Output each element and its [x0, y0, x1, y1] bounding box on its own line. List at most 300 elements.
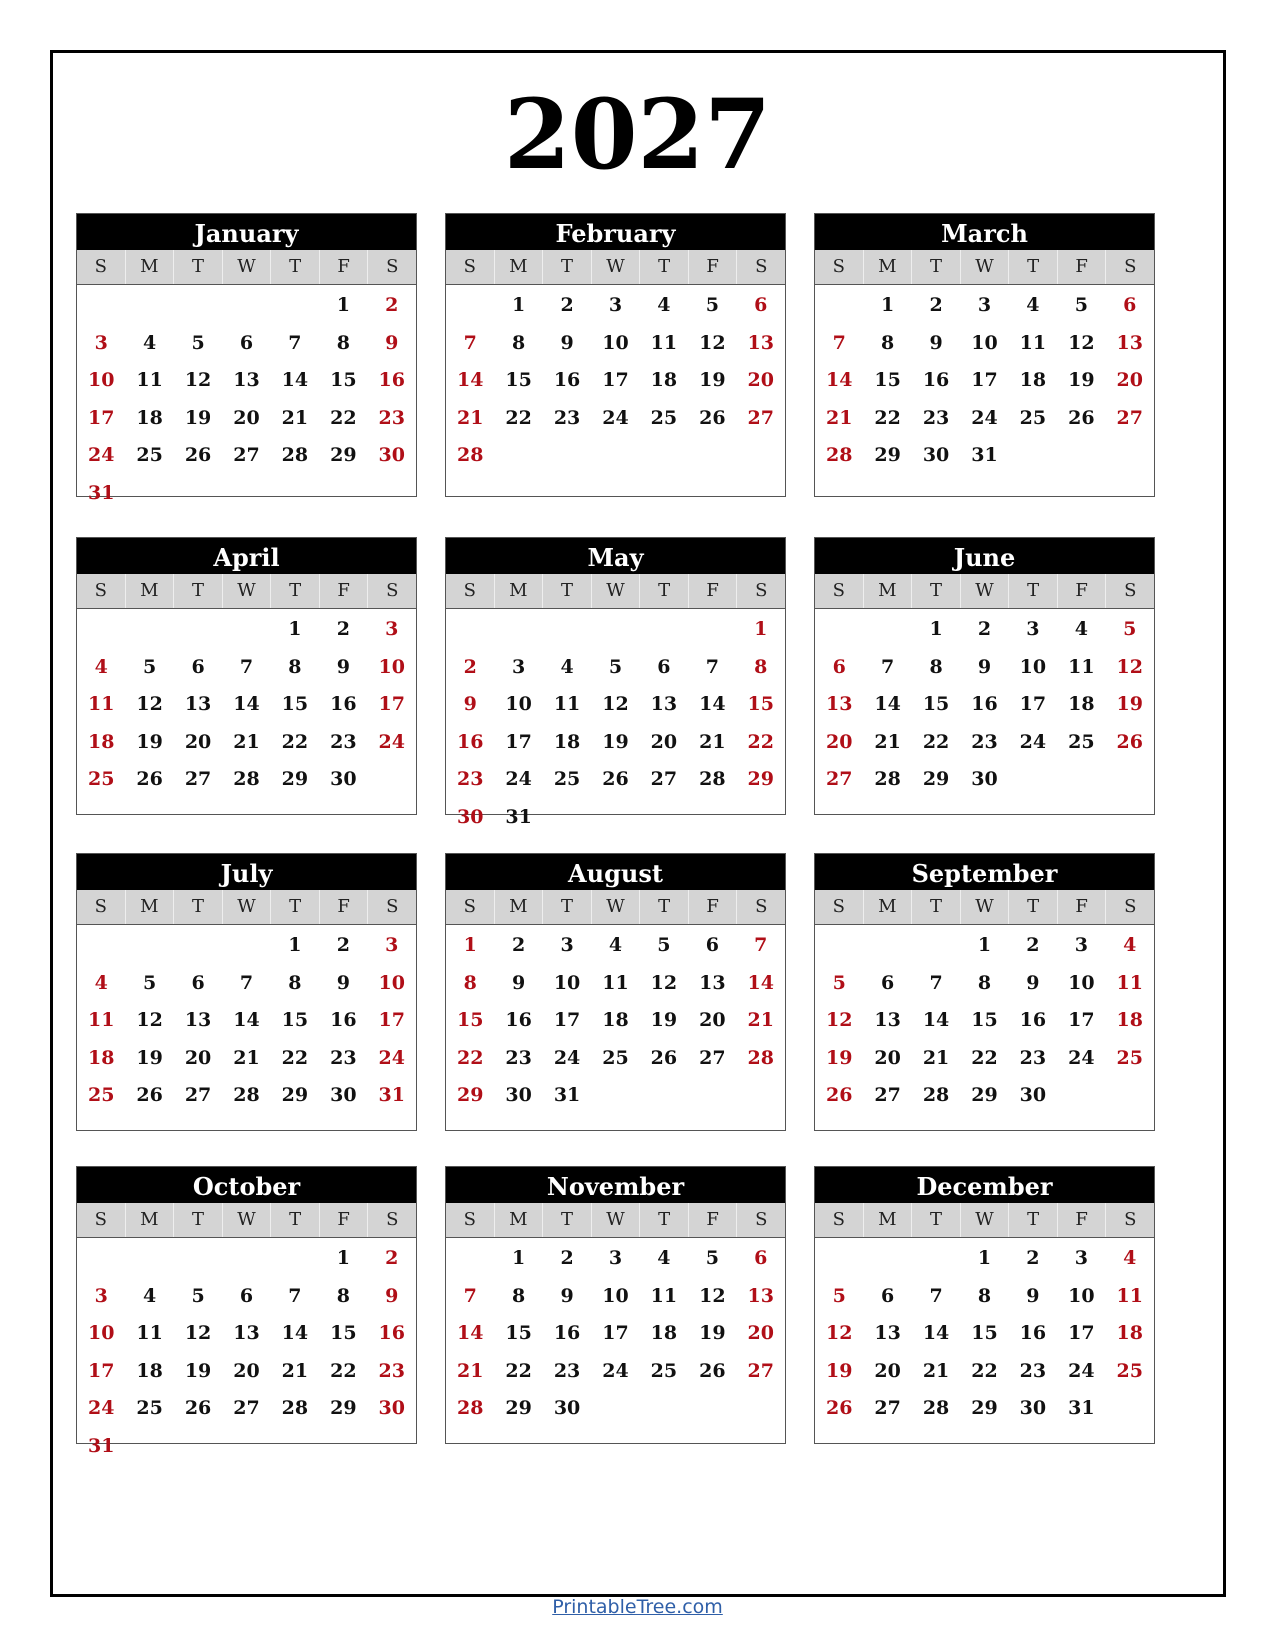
day-cell: 20	[233, 406, 260, 429]
empty-day-cell	[688, 437, 736, 475]
day-cell: 17	[602, 369, 629, 391]
day-cell: 22	[505, 1359, 532, 1382]
day-cell: 20	[184, 730, 212, 753]
empty-day-cell	[125, 927, 173, 965]
day-cell: 8	[512, 1284, 526, 1307]
week-row	[446, 611, 785, 649]
day-cell: 4	[1123, 1247, 1137, 1269]
day-cell: 3	[608, 1247, 623, 1269]
empty-day-cell	[174, 287, 222, 325]
empty-day-cell	[271, 287, 319, 325]
day-cell: 18	[136, 406, 163, 429]
day-cell: 29	[281, 768, 309, 790]
day-cell: 11	[1019, 331, 1047, 354]
day-cell: 25	[87, 1084, 115, 1106]
weekday-header-row	[446, 1203, 785, 1238]
day-cell: 7	[288, 1284, 302, 1307]
week-row	[815, 1315, 1154, 1353]
day-cell: 18	[87, 1046, 115, 1069]
day-cell: 7	[239, 971, 254, 994]
day-cell: 11	[136, 369, 163, 391]
empty-day-cell	[174, 927, 222, 965]
day-cell: 21	[825, 406, 853, 429]
weekday-header: W	[223, 574, 272, 608]
weekday-header: S	[815, 890, 864, 924]
day-cell: 10	[87, 369, 115, 391]
day-cell: 3	[1074, 934, 1088, 956]
day-cell: 5	[657, 934, 671, 956]
day-cell: 3	[560, 934, 574, 956]
week-row	[815, 400, 1154, 438]
empty-day-cell	[640, 1390, 688, 1428]
day-cell: 5	[1123, 618, 1137, 640]
day-cell: 26	[184, 444, 212, 466]
day-cell: 30	[456, 805, 484, 828]
weekday-header: F	[689, 1203, 738, 1237]
day-cell: 13	[747, 331, 774, 354]
day-cell: 28	[922, 1397, 950, 1419]
weekday-header: S	[446, 890, 495, 924]
day-cell: 6	[881, 1284, 895, 1307]
day-cell: 13	[650, 693, 678, 715]
day-cell: 2	[1026, 934, 1040, 956]
day-cell: 27	[233, 1397, 260, 1419]
day-cell: 1	[754, 618, 768, 640]
day-cell: 27	[874, 1397, 901, 1419]
day-cell: 12	[184, 1322, 212, 1344]
empty-day-cell	[77, 287, 125, 325]
day-cell: 1	[288, 934, 302, 956]
month-name: March	[815, 214, 1154, 250]
day-cell: 22	[330, 406, 357, 429]
day-cell: 15	[330, 1322, 357, 1344]
month-name: June	[815, 538, 1154, 574]
day-cell: 14	[747, 971, 774, 994]
day-grid	[815, 285, 1154, 475]
day-cell: 18	[1116, 1322, 1143, 1344]
empty-day-cell	[494, 437, 542, 475]
week-row	[446, 649, 785, 687]
day-cell: 21	[281, 1359, 309, 1382]
day-cell: 6	[1123, 294, 1137, 316]
weekday-header: M	[864, 574, 913, 608]
day-cell: 24	[87, 444, 115, 466]
day-cell: 13	[825, 693, 853, 715]
day-grid	[815, 1238, 1154, 1428]
day-grid	[446, 1238, 785, 1428]
day-cell: 16	[378, 1322, 405, 1344]
week-row	[77, 287, 416, 325]
empty-day-cell	[543, 799, 591, 837]
week-row	[77, 437, 416, 475]
empty-day-cell	[1106, 1390, 1154, 1428]
day-cell: 29	[747, 768, 774, 790]
day-cell: 18	[1068, 693, 1095, 715]
day-cell: 21	[456, 406, 484, 429]
weekday-header: W	[223, 890, 272, 924]
day-cell: 15	[922, 693, 950, 715]
day-cell: 15	[505, 369, 532, 391]
day-cell: 24	[378, 1046, 405, 1069]
day-cell: 2	[929, 294, 943, 316]
empty-day-cell	[912, 927, 960, 965]
day-cell: 25	[650, 1359, 678, 1382]
day-cell: 3	[385, 618, 399, 640]
month-name: May	[446, 538, 785, 574]
day-cell: 8	[754, 655, 768, 678]
day-cell: 14	[699, 693, 726, 715]
week-row	[77, 400, 416, 438]
day-cell: 6	[191, 971, 205, 994]
month-name: December	[815, 1167, 1154, 1203]
weekday-header: W	[961, 250, 1010, 284]
day-cell: 24	[602, 1359, 629, 1382]
weekday-header: S	[77, 890, 126, 924]
day-cell: 5	[191, 331, 205, 354]
weekday-header: S	[1124, 256, 1137, 277]
empty-day-cell	[737, 1077, 785, 1115]
weekday-header: S	[1124, 896, 1137, 917]
weekday-header: T	[271, 250, 320, 284]
day-cell: 23	[553, 1359, 581, 1382]
day-cell: 7	[288, 331, 302, 354]
day-cell: 28	[456, 1397, 484, 1419]
weekday-header: S	[386, 580, 399, 601]
day-cell: 31	[1068, 1397, 1095, 1419]
weekday-header-row	[77, 250, 416, 285]
day-cell: 5	[143, 655, 157, 678]
day-cell: 26	[136, 768, 163, 790]
weekday-header: W	[592, 890, 641, 924]
week-row	[446, 362, 785, 400]
day-cell: 17	[505, 730, 532, 753]
day-cell: 28	[874, 768, 901, 790]
weekday-header: T	[640, 574, 689, 608]
weekday-header: F	[689, 574, 738, 608]
day-cell: 30	[378, 1397, 405, 1419]
day-cell: 20	[233, 1359, 260, 1382]
empty-day-cell	[1009, 437, 1057, 475]
empty-day-cell	[912, 1240, 960, 1278]
day-cell: 12	[602, 693, 629, 715]
weekday-header: W	[223, 250, 272, 284]
day-cell: 13	[1116, 331, 1143, 354]
day-cell: 4	[560, 655, 574, 678]
empty-day-cell	[125, 287, 173, 325]
day-cell: 3	[385, 934, 399, 956]
weekday-header: T	[912, 890, 961, 924]
weekday-header: F	[320, 250, 369, 284]
empty-day-cell	[688, 1390, 736, 1428]
empty-day-cell	[815, 611, 863, 649]
empty-day-cell	[446, 287, 494, 325]
empty-day-cell	[640, 799, 688, 837]
day-cell: 18	[650, 369, 678, 391]
week-row	[815, 1002, 1154, 1040]
week-row	[77, 724, 416, 762]
day-cell: 15	[971, 1009, 998, 1031]
weekday-header: M	[126, 574, 175, 608]
empty-day-cell	[640, 437, 688, 475]
day-cell: 14	[922, 1009, 950, 1031]
day-cell: 22	[922, 730, 950, 753]
day-cell: 31	[87, 481, 115, 504]
day-cell: 22	[747, 730, 774, 753]
empty-day-cell	[591, 1390, 639, 1428]
day-cell: 31	[971, 444, 998, 466]
week-row	[815, 1390, 1154, 1428]
day-cell: 26	[650, 1046, 678, 1069]
weekday-header: M	[495, 250, 544, 284]
day-cell: 16	[1019, 1009, 1047, 1031]
month-name: July	[77, 854, 416, 890]
weekday-header: W	[961, 890, 1010, 924]
day-cell: 6	[881, 971, 895, 994]
day-cell: 15	[456, 1009, 484, 1031]
weekday-header: T	[543, 574, 592, 608]
weekday-header: M	[864, 250, 913, 284]
day-cell: 18	[553, 730, 581, 753]
day-cell: 30	[1019, 1397, 1047, 1419]
day-cell: 8	[977, 1284, 992, 1307]
weekday-header: T	[543, 890, 592, 924]
day-cell: 2	[385, 1247, 399, 1269]
day-grid	[77, 925, 416, 1115]
day-cell: 11	[136, 1322, 163, 1344]
empty-day-cell	[174, 1428, 222, 1466]
day-cell: 25	[553, 768, 581, 790]
day-cell: 27	[233, 444, 260, 466]
day-cell: 30	[505, 1084, 532, 1106]
day-cell: 28	[233, 1084, 260, 1106]
empty-day-cell	[446, 611, 494, 649]
week-row	[446, 1390, 785, 1428]
day-cell: 30	[922, 444, 950, 466]
weekday-header: S	[755, 896, 768, 917]
day-cell: 24	[971, 406, 998, 429]
week-row	[77, 927, 416, 965]
day-cell: 5	[608, 655, 623, 678]
week-row	[815, 1077, 1154, 1115]
day-cell: 31	[553, 1084, 581, 1106]
day-cell: 10	[553, 971, 581, 994]
day-cell: 30	[1019, 1084, 1047, 1106]
day-cell: 12	[699, 1284, 726, 1307]
weekday-header: T	[1009, 250, 1058, 284]
day-cell: 23	[505, 1046, 532, 1069]
day-cell: 11	[602, 971, 629, 994]
day-cell: 5	[191, 1284, 205, 1307]
day-cell: 27	[699, 1046, 726, 1069]
day-cell: 3	[1074, 1247, 1088, 1269]
empty-day-cell	[737, 437, 785, 475]
day-cell: 8	[929, 655, 943, 678]
day-cell: 19	[699, 369, 726, 391]
day-cell: 14	[825, 369, 853, 391]
day-cell: 9	[560, 331, 574, 354]
weekday-header: M	[495, 1203, 544, 1237]
day-cell: 31	[87, 1434, 115, 1457]
day-cell: 9	[1026, 1284, 1040, 1307]
weekday-header: F	[1058, 574, 1107, 608]
day-cell: 10	[602, 331, 629, 354]
day-cell: 1	[463, 934, 477, 956]
day-cell: 24	[1068, 1046, 1095, 1069]
day-cell: 17	[1019, 693, 1047, 715]
day-cell: 10	[505, 693, 532, 715]
day-cell: 3	[512, 655, 526, 678]
day-cell: 10	[602, 1284, 629, 1307]
day-cell: 24	[87, 1397, 115, 1419]
weekday-header: F	[320, 574, 369, 608]
weekday-header: S	[77, 1203, 126, 1237]
day-cell: 21	[747, 1009, 774, 1031]
day-cell: 22	[874, 406, 901, 429]
day-cell: 14	[874, 693, 901, 715]
footer-link[interactable]: PrintableTree.com	[552, 1596, 723, 1618]
empty-day-cell	[174, 1240, 222, 1278]
empty-day-cell	[1106, 437, 1154, 475]
week-row	[77, 649, 416, 687]
month-name: October	[77, 1167, 416, 1203]
empty-day-cell	[222, 611, 270, 649]
day-cell: 17	[378, 1009, 405, 1031]
day-cell: 19	[136, 1046, 163, 1069]
weekday-header: T	[271, 574, 320, 608]
day-cell: 21	[233, 1046, 260, 1069]
empty-day-cell	[688, 1077, 736, 1115]
week-row	[77, 611, 416, 649]
day-cell: 25	[136, 1397, 163, 1419]
weekday-header-row	[815, 250, 1154, 285]
week-row	[77, 1077, 416, 1115]
day-grid	[446, 925, 785, 1115]
day-cell: 7	[929, 1284, 943, 1307]
day-cell: 8	[463, 971, 477, 994]
week-row	[815, 287, 1154, 325]
day-cell: 17	[378, 693, 405, 715]
weekday-header: T	[640, 1203, 689, 1237]
day-cell: 23	[378, 406, 405, 429]
weekday-header: T	[912, 1203, 961, 1237]
day-cell: 7	[705, 655, 719, 678]
day-cell: 17	[1068, 1009, 1095, 1031]
day-cell: 19	[1068, 369, 1095, 391]
day-cell: 29	[456, 1084, 484, 1106]
day-cell: 25	[1019, 406, 1047, 429]
day-cell: 14	[281, 1322, 309, 1344]
day-cell: 27	[747, 406, 774, 429]
day-cell: 29	[922, 768, 950, 790]
day-cell: 29	[505, 1397, 532, 1419]
day-cell: 1	[336, 1247, 350, 1269]
day-cell: 13	[874, 1009, 901, 1031]
day-cell: 19	[650, 1009, 678, 1031]
day-cell: 12	[699, 331, 726, 354]
day-cell: 15	[874, 369, 901, 391]
day-cell: 4	[94, 971, 108, 994]
day-cell: 9	[385, 331, 399, 354]
day-cell: 20	[874, 1046, 901, 1069]
empty-day-cell	[494, 611, 542, 649]
empty-day-cell	[815, 927, 863, 965]
weekday-header: S	[1124, 580, 1137, 601]
weekday-header: W	[592, 1203, 641, 1237]
day-cell: 12	[1068, 331, 1095, 354]
weekday-header: T	[174, 1203, 223, 1237]
week-row	[77, 325, 416, 363]
day-cell: 2	[1026, 1247, 1040, 1269]
empty-day-cell	[174, 611, 222, 649]
day-cell: 30	[330, 1084, 357, 1106]
weekday-header: S	[446, 250, 495, 284]
day-cell: 1	[929, 618, 943, 640]
day-cell: 12	[136, 1009, 163, 1031]
month-name: February	[446, 214, 785, 250]
day-cell: 7	[754, 934, 768, 956]
day-cell: 16	[505, 1009, 532, 1031]
weekday-header: M	[864, 890, 913, 924]
year-title: 2027	[503, 78, 772, 191]
day-cell: 25	[1116, 1359, 1143, 1382]
weekday-header: S	[755, 580, 768, 601]
weekday-header: T	[543, 250, 592, 284]
weekday-header: W	[961, 574, 1010, 608]
empty-day-cell	[543, 611, 591, 649]
day-cell: 13	[184, 1009, 212, 1031]
day-cell: 19	[825, 1046, 853, 1069]
day-cell: 3	[1026, 618, 1040, 640]
weekday-header-row	[815, 1203, 1154, 1238]
day-cell: 28	[825, 444, 853, 466]
day-cell: 1	[512, 1247, 526, 1269]
day-cell: 4	[143, 331, 157, 354]
day-cell: 6	[239, 1284, 254, 1307]
weekday-header: S	[386, 256, 399, 277]
week-row	[815, 1278, 1154, 1316]
day-cell: 31	[378, 1084, 405, 1106]
empty-day-cell	[640, 1077, 688, 1115]
day-cell: 1	[288, 618, 302, 640]
weekday-header: W	[592, 574, 641, 608]
empty-day-cell	[222, 927, 270, 965]
day-cell: 24	[553, 1046, 581, 1069]
month-name: April	[77, 538, 416, 574]
empty-day-cell	[271, 1240, 319, 1278]
day-cell: 29	[874, 444, 901, 466]
day-cell: 26	[1116, 730, 1143, 753]
day-cell: 14	[456, 369, 484, 391]
day-cell: 6	[705, 934, 719, 956]
day-cell: 12	[1116, 655, 1143, 678]
weekday-header: T	[271, 890, 320, 924]
weekday-header: T	[174, 890, 223, 924]
empty-day-cell	[446, 1240, 494, 1278]
empty-day-cell	[591, 437, 639, 475]
day-cell: 5	[832, 1284, 846, 1307]
day-cell: 20	[184, 1046, 212, 1069]
day-cell: 15	[505, 1322, 532, 1344]
month-february	[445, 213, 786, 497]
week-row	[77, 686, 416, 724]
day-cell: 22	[505, 406, 532, 429]
day-cell: 13	[874, 1322, 901, 1344]
day-cell: 19	[136, 730, 163, 753]
day-cell: 11	[553, 693, 581, 715]
day-cell: 21	[281, 406, 309, 429]
day-cell: 11	[87, 1009, 115, 1031]
day-cell: 10	[87, 1322, 115, 1344]
